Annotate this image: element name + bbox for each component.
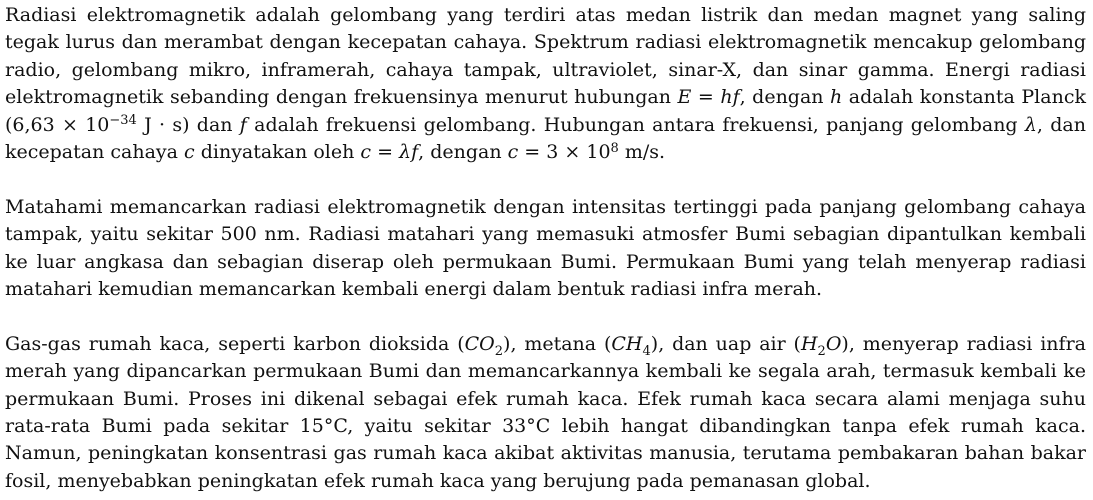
paren-open: (: [603, 332, 612, 355]
speed-unit: m/s: [618, 141, 660, 164]
formula-co2: [457, 332, 511, 359]
text-segment: , dengan: [739, 86, 831, 109]
text-segment: dinyatakan oleh: [194, 141, 361, 164]
speed-mantissa: = 3 × 10: [518, 141, 611, 164]
formula-h2o: [793, 332, 849, 359]
text-segment: .: [659, 141, 666, 164]
formula-subscript: 2: [494, 343, 504, 359]
formula-base: H: [800, 332, 818, 355]
paren-close: ): [650, 332, 659, 355]
paragraph-electromagnetic-radiation: [5, 2, 1086, 166]
text-segment: Gas-gas rumah kaca, seperti karbon dioksida: [5, 332, 458, 355]
equals-sign: =: [691, 86, 721, 109]
var-E: E: [677, 86, 692, 109]
text-segment: , metana: [510, 332, 604, 355]
text-segment: adalah konstanta Planck: [842, 86, 1086, 109]
paren-open: (: [793, 332, 801, 355]
paren-open: (: [457, 332, 465, 355]
paragraph-spacer: [5, 303, 1086, 330]
planck-exponent: −34: [109, 113, 137, 129]
formula-base: CO: [464, 332, 495, 355]
wave-equation: [360, 141, 418, 163]
text-segment: adalah frekuensi gelombang. Hubungan antara frekuensi, panjang gelombang: [246, 113, 1025, 136]
speed-exponent: 8: [610, 140, 619, 156]
paragraph-spacer: [5, 166, 1086, 193]
paragraph-greenhouse-effect: [5, 331, 1086, 495]
var-c: c: [184, 141, 195, 164]
planck-constant-value: [5, 114, 190, 136]
var-h: h: [830, 86, 843, 109]
text-segment: , dan kecepatan cahaya: [5, 113, 1086, 164]
var-c: c: [507, 141, 519, 164]
var-hf: hf: [720, 86, 740, 109]
text-segment: Radiasi elektromagnetik adalah gelombang yang terdiri atas medan listrik dan medan magnet yang saling tegak lurus dan merambat dengan kecepatan cahaya. Spektrum radiasi elektromagnetik mencakup gelombang radio, gelombang mikro, inframerah, cahaya tampak, ultraviolet, sinar-X, dan sinar gamma. Energi radiasi elektromagnetik sebanding dengan frekuensinya menurut hubungan: [5, 4, 1086, 109]
text-segment: , dan uap air: [658, 332, 794, 355]
var-f: f: [239, 113, 247, 136]
var-lambda: λ: [1024, 113, 1037, 136]
text-segment: dan: [189, 113, 240, 136]
text-segment: , menyerap radiasi infra merah yang dipancarkan permukaan Bumi dan memancarkannya kembali ke segala arah, termasuk kembali ke permukaan Bumi. Proses ini dikenal sebagai efek rumah kaca. Efek rumah kaca secara alami menjaga suhu rata-rata Bumi pada sekitar 15°C, yaitu sekitar 33°C lebih hangat dibandingkan tanpa efek rumah kaca. Namun, peningkatan konsentrasi gas rumah kaca akibat aktivitas manusia, terutama pembakaran bahan bakar fosil, menyebabkan peningkatan efek rumah kaca yang berujung pada pemanasan global.: [5, 332, 1086, 492]
paragraph-solar-radiation: Matahami memancarkan radiasi elektromagnetik dengan intensitas tertinggi pada panjang gelombang cahaya tampak, yaitu sekitar 500 nm. Radiasi matahari yang memasuki atmosfer Bumi sebagian dipantulkan kembali ke luar angkasa dan sebagian diserap oleh permukaan Bumi. Permukaan Bumi yang telah menyerap radiasi matahari kemudian memancarkan kembali energi dalam bentuk radiasi infra merah.: [5, 195, 1086, 301]
energy-equation: [678, 86, 740, 108]
formula-base: O: [825, 332, 842, 355]
var-c: c: [360, 141, 372, 164]
var-lambda-f: λf: [399, 141, 419, 164]
speed-of-light-value: [508, 141, 659, 163]
formula-base: CH: [611, 332, 643, 355]
paren-close: ): [841, 332, 849, 355]
planck-unit: J · s): [136, 113, 190, 136]
paren-close: ): [503, 332, 511, 355]
planck-mantissa: (6,63 × 10: [5, 113, 110, 136]
text-segment: , dengan: [418, 141, 508, 164]
formula-subscript: 4: [642, 343, 651, 359]
equals-sign: =: [371, 141, 400, 164]
document-body: [5, 2, 1086, 495]
formula-ch4: [603, 332, 659, 359]
formula-subscript: 2: [817, 343, 826, 359]
